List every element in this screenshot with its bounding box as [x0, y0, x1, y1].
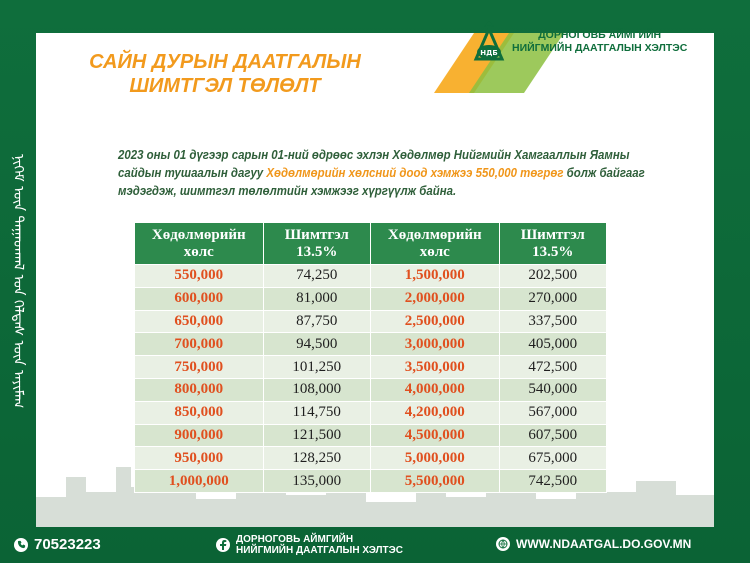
wage-cell: 550,000	[135, 265, 264, 288]
wage-cell: 1,500,000	[370, 265, 499, 288]
footer-facebook: ДОРНОГОВЬ АЙМГИЙН НИЙГМИЙН ДААТГАЛЫН ХЭЛТЭС	[216, 534, 403, 556]
wage-cell: 4,500,000	[370, 424, 499, 447]
wage-cell: 4,200,000	[370, 401, 499, 424]
announcement-text: 2023 оны 01 дүгээр сарын 01-ний өдрөөс эхлэн Хөдөлмөр Нийгмийн Хамгааллын Яамны сайдын тушаалын дагуу Хөдөлмөрийн хөлсний доод хэмжээ 550,000 төгрөг болж байгааг мэдэгдэж, шимтгэл төлөлтийн хэмжээг хүргүүлж байна.	[118, 147, 645, 198]
title-line-1: САЙН ДУРЫН ДААТГАЛЫН	[89, 51, 361, 73]
facebook-icon	[216, 538, 230, 552]
title-line-2: ШИМТГЭЛ ТӨЛӨЛТ	[129, 75, 321, 97]
wage-cell: 5,000,000	[370, 447, 499, 470]
table-row	[135, 401, 607, 424]
wage-cell: 3,000,000	[370, 333, 499, 356]
table-row	[135, 424, 607, 447]
table-row	[135, 265, 607, 288]
globe-icon	[496, 537, 510, 551]
wage-cell: 650,000	[135, 310, 264, 333]
contribution-cell: 94,500	[263, 333, 370, 356]
contribution-cell: 742,500	[499, 470, 606, 493]
contribution-cell: 128,250	[263, 447, 370, 470]
table-body	[135, 265, 607, 493]
table-row	[135, 310, 607, 333]
wage-cell: 1,000,000	[135, 470, 264, 493]
table-row	[135, 447, 607, 470]
organization-header	[472, 17, 702, 67]
header-contribution-2: Шимтгэл 13.5%	[499, 223, 606, 265]
contribution-cell: 337,500	[499, 310, 606, 333]
wage-cell: 800,000	[135, 378, 264, 401]
organization-name: ДОРНОГОВЬ АЙМГИЙН НИЙГМИЙН ДААТГАЛЫН ХЭЛТЭС	[512, 29, 688, 54]
contribution-cell: 114,750	[263, 401, 370, 424]
wage-cell: 4,000,000	[370, 378, 499, 401]
phone-number: 70523223	[34, 536, 101, 553]
header-contribution-1: Шимтгэл 13.5%	[263, 223, 370, 265]
wage-cell: 3,500,000	[370, 356, 499, 379]
contribution-cell: 87,750	[263, 310, 370, 333]
table-row	[135, 470, 607, 493]
wage-cell: 2,000,000	[370, 287, 499, 310]
contribution-cell: 472,500	[499, 356, 606, 379]
svg-text:НДБ: НДБ	[480, 49, 498, 57]
contribution-cell: 135,000	[263, 470, 370, 493]
contribution-cell: 567,000	[499, 401, 606, 424]
wage-cell: 600,000	[135, 287, 264, 310]
table-header-row	[135, 223, 607, 265]
footer-website	[496, 537, 691, 551]
contribution-rate-table	[134, 222, 607, 493]
table-row	[135, 287, 607, 310]
contribution-cell: 270,000	[499, 287, 606, 310]
table-row	[135, 333, 607, 356]
contribution-cell: 108,000	[263, 378, 370, 401]
header-wage-2: Хөдөлмөрийн хөлс	[370, 223, 499, 265]
contribution-cell: 607,500	[499, 424, 606, 447]
header-wage-1: Хөдөлмөрийн хөлс	[135, 223, 264, 265]
wage-cell: 900,000	[135, 424, 264, 447]
table-row	[135, 356, 607, 379]
wage-cell: 700,000	[135, 333, 264, 356]
footer-bar	[0, 528, 750, 563]
table-row	[135, 378, 607, 401]
wage-cell: 850,000	[135, 401, 264, 424]
mongolian-script-side-text: ᠨᠢᠭᠡᠮ ᠦᠨ ᠳᠠᠭᠠᠳᠭᠠᠯ ᠤᠨ ᠬᠡᠯᠲᠡᠰ ᠦᠨ ᠠᠶᠢᠮᠠᠭ	[10, 153, 26, 409]
minimum-wage-highlight: Хөдөлмөрийн хөлсний доод хэмжээ 550,000 төгрөг	[266, 165, 564, 180]
wage-cell: 2,500,000	[370, 310, 499, 333]
wage-cell: 950,000	[135, 447, 264, 470]
contribution-cell: 202,500	[499, 265, 606, 288]
contribution-cell: 540,000	[499, 378, 606, 401]
contribution-cell: 675,000	[499, 447, 606, 470]
poster-title	[80, 50, 370, 98]
social-insurance-logo-icon	[472, 19, 506, 65]
contribution-cell: 121,500	[263, 424, 370, 447]
wage-cell: 750,000	[135, 356, 264, 379]
contribution-cell: 101,250	[263, 356, 370, 379]
website-url: WWW.NDAATGAL.DO.GOV.MN	[516, 537, 692, 551]
wage-cell: 5,500,000	[370, 470, 499, 493]
footer-phone	[14, 536, 101, 553]
contribution-cell: 405,000	[499, 333, 606, 356]
phone-icon	[14, 538, 28, 552]
contribution-cell: 74,250	[263, 265, 370, 288]
contribution-cell: 81,000	[263, 287, 370, 310]
